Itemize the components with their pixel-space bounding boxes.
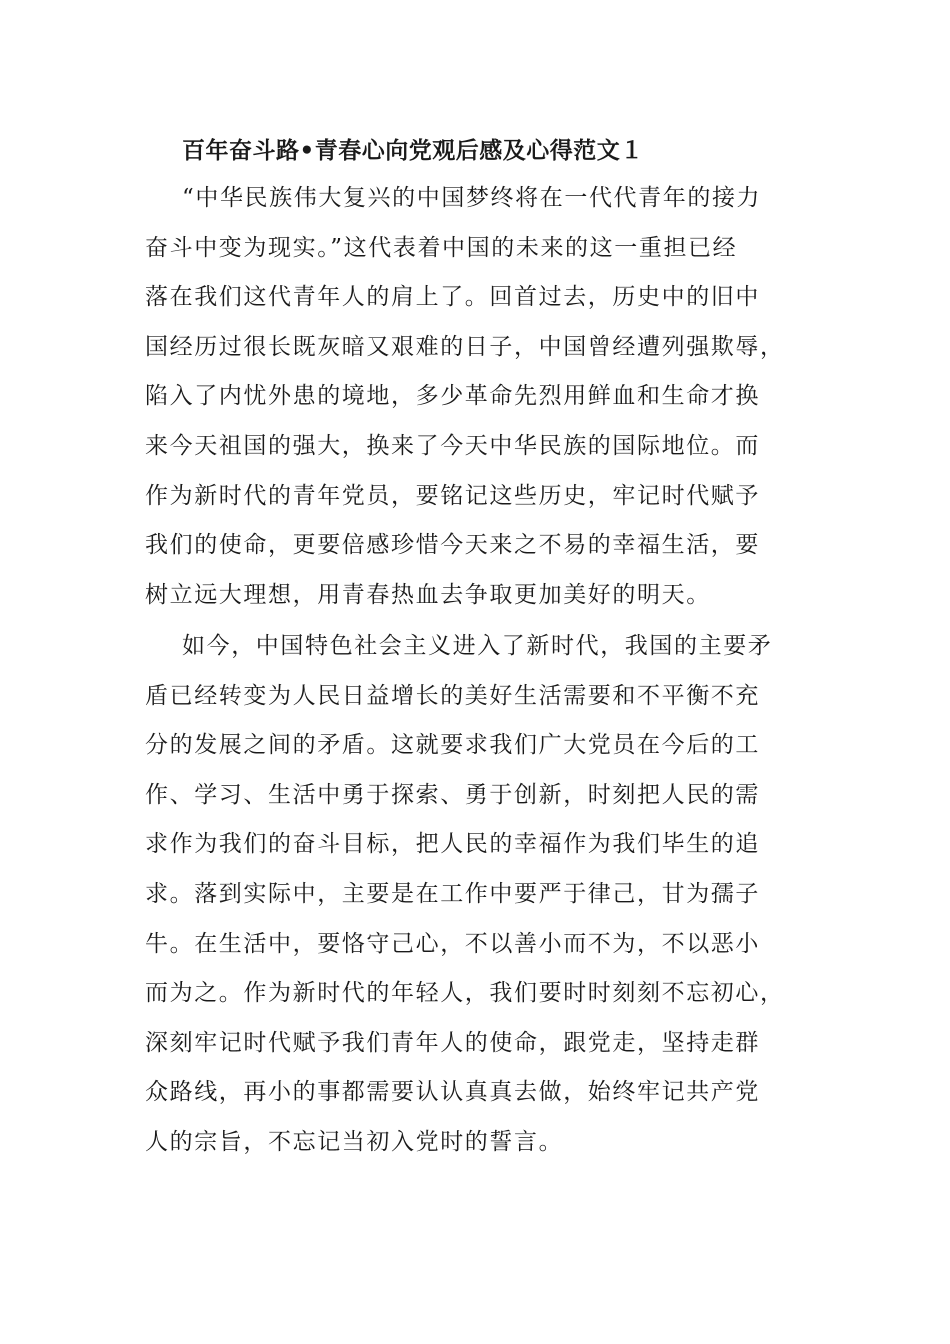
paragraph-line: 树立远大理想，用青春热血去争取更加美好的明天。 [145, 581, 711, 608]
paragraph-line: 我们的使命，更要倍感珍惜今天来之不易的幸福生活，要 [145, 532, 760, 559]
paragraph-line: 如今，中国特色社会主义进入了新时代，我国的主要矛 [182, 633, 773, 659]
paragraph-line: 来今天祖国的强大，换来了今天中华民族的国际地位。而 [145, 432, 760, 459]
paragraph-1 [145, 174, 805, 620]
paragraph-line: 陷入了内忧外患的境地，多少革命先烈用鲜血和生命才换 [145, 383, 760, 410]
paragraph-line: 奋斗中变为现实。”这代表着中国的未来的这一重担已经 [145, 234, 738, 261]
paragraph-line: “中华民族伟大复兴的中国梦终将在一代代青年的接力 [182, 185, 762, 211]
paragraph-line: 落在我们这代青年人的肩上了。回首过去，历史中的旧中 [145, 284, 760, 311]
paragraph-line: 作、学习、生活中勇于探索、勇于创新，时刻把人民的需 [145, 781, 760, 808]
paragraph-2 [145, 622, 805, 1168]
paragraph-line: 作为新时代的青年党员，要铭记这些历史，牢记时代赋予 [145, 482, 760, 509]
paragraph-line: 众路线，再小的事都需要认认真真去做，始终牢记共产党 [145, 1079, 760, 1106]
paragraph-line: 人的宗旨，不忘记当初入党时的誓言。 [145, 1128, 564, 1155]
paragraph-line: 而为之。作为新时代的年轻人，我们要时时刻刻不忘初心， [145, 980, 785, 1007]
paragraph-line: 国经历过很长既灰暗又艰难的日子，中国曾经遭列强欺辱， [145, 333, 785, 360]
paragraph-line: 求作为我们的奋斗目标，把人民的幸福作为我们毕生的追 [145, 831, 760, 858]
paragraph-line: 分的发展之间的矛盾。这就要求我们广大党员在今后的工 [145, 732, 760, 759]
document-title: 百年奋斗路•青春心向党观后感及心得范文１ [182, 138, 644, 164]
paragraph-line: 深刻牢记时代赋予我们青年人的使命，跟党走，坚持走群 [145, 1029, 760, 1056]
paragraph-line: 求。落到实际中，主要是在工作中要严于律己，甘为孺子 [145, 880, 760, 907]
paragraph-line: 盾已经转变为人民日益增长的美好生活需要和不平衡不充 [145, 682, 760, 709]
paragraph-line: 牛。在生活中，要恪守己心，不以善小而不为，不以恶小 [145, 930, 760, 957]
